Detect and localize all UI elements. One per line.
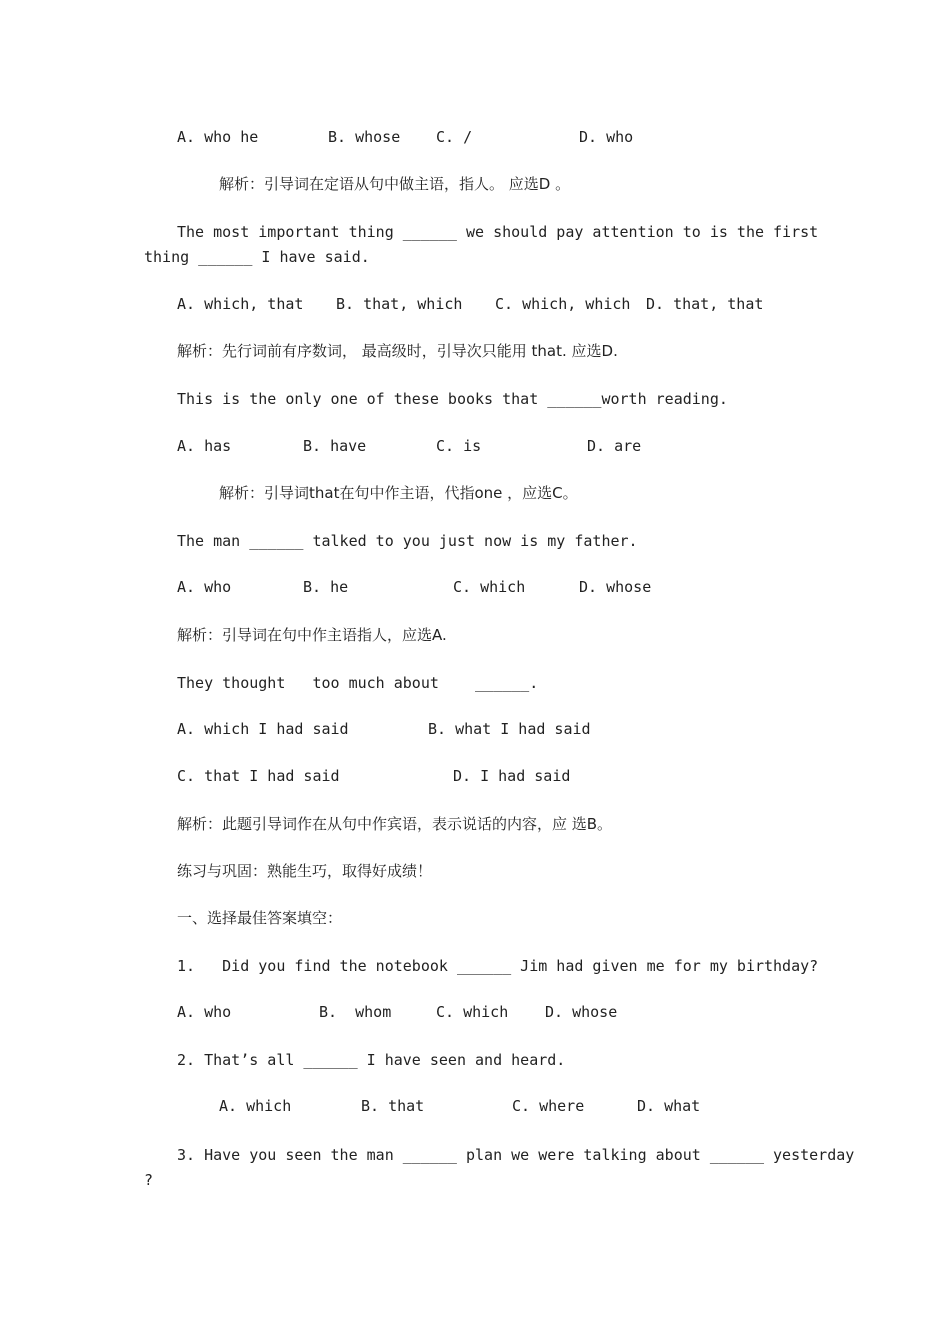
option-b: B. he — [303, 578, 349, 596]
question-text: The man ______ talked to you just now is my father. — [177, 532, 638, 550]
option-d: D. that, that — [646, 295, 764, 313]
explanation: 解析：引导词在定语从句中做主语，指人。 应选D 。 — [219, 175, 571, 193]
option-a: A. which I had said — [177, 720, 349, 738]
option-c: C. that I had said — [177, 767, 340, 785]
option-a: A. has — [177, 437, 232, 455]
option-a: A. who — [177, 578, 232, 596]
question-text: The most important thing ______ we should pay attention to is the first — [177, 223, 819, 241]
practice-question-3-cont: ? — [144, 1171, 154, 1189]
option-c: C. which — [453, 578, 526, 596]
question-text: This is the only one of these books that ______worth reading. — [177, 390, 728, 408]
option-c: C. where — [512, 1097, 585, 1115]
option-a: A. which — [219, 1097, 292, 1115]
option-d: D. I had said — [453, 767, 571, 785]
option-b: B. that, which — [336, 295, 463, 313]
option-c: C. / — [436, 128, 473, 146]
explanation: 解析：引导词在句中作主语指人，应选A. — [177, 626, 447, 644]
option-b: B. what I had said — [428, 720, 591, 738]
question-text-cont: thing ______ I have said. — [144, 248, 370, 266]
option-d: D. who — [579, 128, 634, 146]
option-d: D. whose — [579, 578, 652, 596]
explanation: 解析：此题引导词作在从句中作宾语，表示说话的内容，应 选B。 — [177, 815, 613, 833]
option-a: A. who — [177, 1003, 232, 1021]
option-b: B. have — [303, 437, 367, 455]
practice-heading: 练习与巩固：熟能生巧，取得好成绩！ — [177, 862, 433, 880]
section-heading: 一、选择最佳答案填空： — [177, 909, 343, 927]
practice-question-3: 3. Have you seen the man ______ plan we were talking about ______ yesterday — [177, 1146, 855, 1164]
option-a: A. which, that — [177, 295, 304, 313]
option-a: A. who he — [177, 128, 259, 146]
practice-question-1: 1. Did you find the notebook ______ Jim had given me for my birthday? — [177, 957, 819, 975]
option-b: B. whom — [319, 1003, 392, 1021]
option-c: C. which, which — [495, 295, 631, 313]
explanation: 解析：引导词that在句中作主语，代指one ，应选C。 — [219, 484, 578, 502]
question-text: They thought too much about ______. — [177, 674, 539, 692]
option-d: D. whose — [545, 1003, 618, 1021]
option-b: B. that — [361, 1097, 425, 1115]
option-c: C. which — [436, 1003, 509, 1021]
option-b: B. whose — [328, 128, 401, 146]
option-d: D. what — [637, 1097, 701, 1115]
option-d: D. are — [587, 437, 642, 455]
option-c: C. is — [436, 437, 482, 455]
practice-question-2: 2. That’s all ______ I have seen and heard. — [177, 1051, 566, 1069]
explanation: 解析：先行词前有序数词， 最高级时，引导次只能用 that. 应选D. — [177, 342, 618, 360]
